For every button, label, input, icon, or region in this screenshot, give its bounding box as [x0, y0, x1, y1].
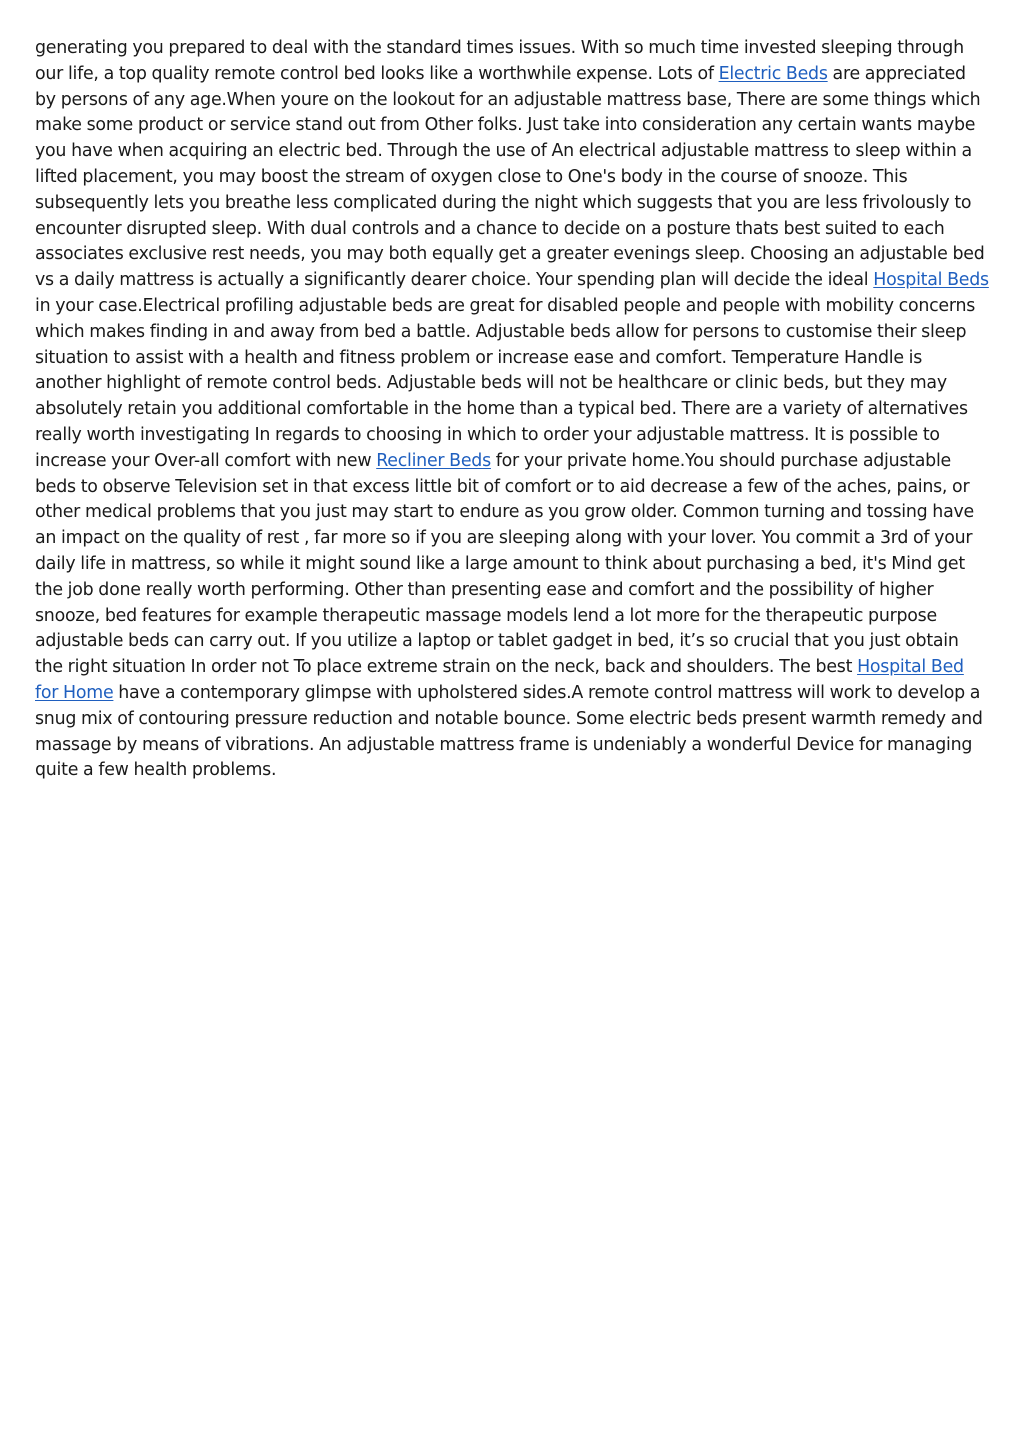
document-page: [35, 36, 991, 784]
hospital-bed-for-home-link[interactable]: Hospital Bed for Home: [35, 657, 964, 703]
text-segment-3: in your case.Electrical profiling adjustable beds are great for disabled people and people with mobility concerns which makes finding in and away from bed a battle. Adjustable beds allow for persons to customise their sleep situation to assist with a health and fitness problem or increase ease and comfort. Temperature Handle is another highlight of remote control beds. Adjustable beds will not be healthcare or clinic beds, but they may absolutely retain you additional comfortable in the home than a typical bed. There are a variety of alternatives really worth investigating In regards to choosing in which to order your adjustable mattress. It is possible to increase your Over-all comfort with new: [35, 295, 976, 471]
body-paragraph: [35, 36, 991, 784]
text-segment-2: are appreciated by persons of any age.When youre on the lookout for an adjustable mattress base, There are some things which make some product or service stand out from Other folks. Just take into consideration any certain wants maybe you have when acquiring an electric bed. Through the use of An electrical adjustable mattress to sleep within a lifted placement, you may boost the stream of oxygen close to One's body in the course of snooze. This subsequently lets you breathe less complicated during the night which suggests that you are less frivolously to encounter disrupted sleep. With dual controls and a chance to decide on a posture thats best suited to each associates exclusive rest needs, you may both equally get a greater evenings sleep. Choosing an adjustable bed vs a daily mattress is actually a significantly dearer choice. Your spending plan will decide the ideal: [35, 63, 985, 291]
text-segment-4: for your private home.You should purchase adjustable beds to observe Television set in that excess little bit of comfort or to aid decrease a few of the aches, pains, or other medical problems that you just may start to endure as you grow older. Common turning and tossing have an impact on the quality of rest , far more so if you are sleeping along with your lover. You commit a 3rd of your daily life in mattress, so while it might sound like a large amount to think about purchasing a bed, it's Mind get the job done really worth performing. Other than presenting ease and comfort and the possibility of higher snooze, bed features for example therapeutic massage models lend a lot more for the therapeutic purpose adjustable beds can carry out. If you utilize a laptop or tablet gadget in bed, it’s so crucial that you just obtain the right situation In order not To place extreme strain on the neck, back and shoulders. The best: [35, 450, 974, 678]
text-segment-1: generating you prepared to deal with the standard times issues. With so much time invested sleeping through our life, a top quality remote control bed looks like a worthwhile expense. Lots of: [35, 38, 964, 84]
recliner-beds-link[interactable]: Recliner Beds: [376, 450, 491, 471]
hospital-beds-link[interactable]: Hospital Beds: [873, 270, 989, 291]
text-segment-5: have a contemporary glimpse with upholstered sides.A remote control mattress will work to develop a snug mix of contouring pressure reduction and notable bounce. Some electric beds present warmth remedy and massage by means of vibrations. An adjustable mattress frame is undeniably a wonderful Device for managing quite a few health problems.: [35, 682, 983, 781]
electric-beds-link[interactable]: Electric Beds: [718, 63, 828, 84]
